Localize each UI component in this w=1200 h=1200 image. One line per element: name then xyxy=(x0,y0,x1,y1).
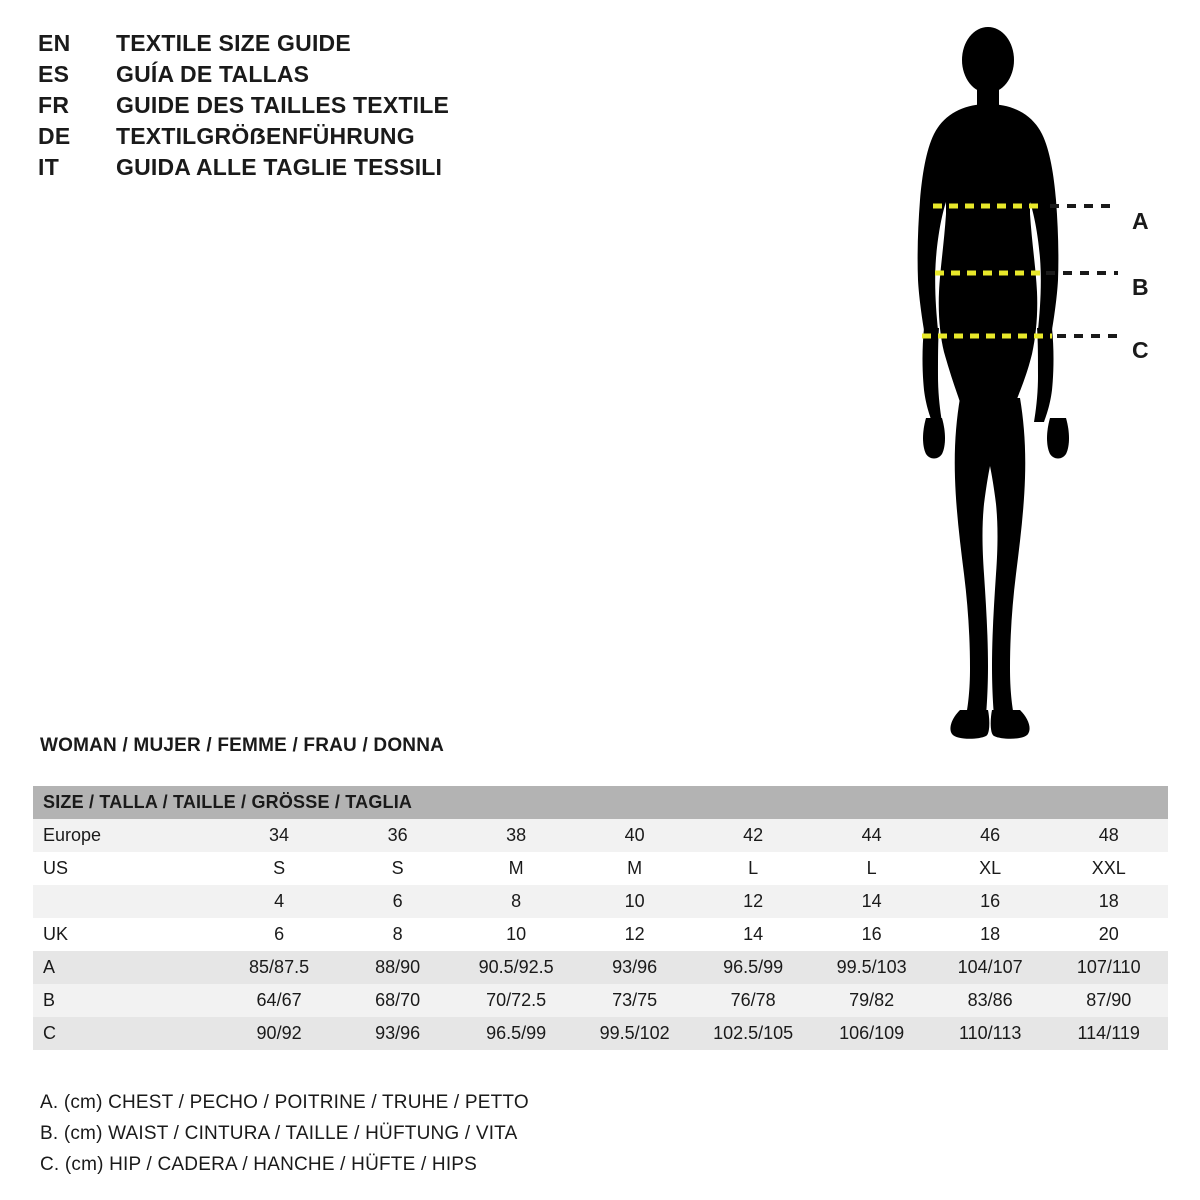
cell: 18 xyxy=(1098,891,1119,911)
cell: 8 xyxy=(392,924,403,944)
cell: L xyxy=(866,858,877,878)
cell: XXL xyxy=(1091,858,1126,878)
cell: 99.5/102 xyxy=(599,1023,670,1043)
language-code-es: ES xyxy=(38,61,70,87)
measure-label-b: B xyxy=(1132,274,1149,300)
table-header-row xyxy=(33,786,1168,819)
legend-row-a: A. (cm) CHEST / PECHO / POITRINE / TRUHE / PETTO xyxy=(40,1092,529,1113)
cell: 96.5/99 xyxy=(723,957,784,977)
row-label-uk: UK xyxy=(43,924,69,944)
language-title-fr: GUIDE DES TAILLES TEXTILE xyxy=(116,92,449,118)
cell: 14 xyxy=(743,924,764,944)
cell: 44 xyxy=(861,825,882,845)
row-label-a: A xyxy=(43,957,56,977)
language-title-es: GUÍA DE TALLAS xyxy=(116,61,310,87)
cell: 68/70 xyxy=(375,990,421,1010)
cell: 104/107 xyxy=(957,957,1023,977)
cell: 46 xyxy=(980,825,1001,845)
cell: 12 xyxy=(624,924,645,944)
cell: 76/78 xyxy=(730,990,776,1010)
table-row xyxy=(33,918,1168,951)
table-header-label: SIZE / TALLA / TAILLE / GRÖSSE / TAGLIA xyxy=(43,792,413,812)
cell: 79/82 xyxy=(849,990,895,1010)
woman-silhouette-figure xyxy=(860,18,1180,748)
cell: 114/119 xyxy=(1077,1023,1140,1043)
cell: 106/109 xyxy=(839,1023,905,1043)
cell: 87/90 xyxy=(1086,990,1132,1010)
language-row xyxy=(38,154,678,185)
cell: 102.5/105 xyxy=(713,1023,794,1043)
cell: M xyxy=(627,858,643,878)
language-row xyxy=(38,30,678,61)
language-row xyxy=(38,123,678,154)
language-row xyxy=(38,61,678,92)
table-row xyxy=(33,984,1168,1017)
cell: M xyxy=(508,858,524,878)
language-row xyxy=(38,92,678,123)
cell: 12 xyxy=(743,891,764,911)
silhouette-svg xyxy=(860,18,1180,748)
measure-label-a: A xyxy=(1132,208,1149,234)
language-title-block xyxy=(38,30,678,185)
cell: 14 xyxy=(861,891,882,911)
cell: 90.5/92.5 xyxy=(478,957,554,977)
cell: 6 xyxy=(274,924,285,944)
cell: 110/113 xyxy=(958,1023,1022,1043)
table-row xyxy=(33,819,1168,852)
cell: 99.5/103 xyxy=(836,957,907,977)
cell: 88/90 xyxy=(375,957,421,977)
language-title-en: TEXTILE SIZE GUIDE xyxy=(116,30,351,56)
cell: 4 xyxy=(274,891,285,911)
cell: 96.5/99 xyxy=(486,1023,547,1043)
table-row xyxy=(33,852,1168,885)
cell: XL xyxy=(979,858,1002,878)
row-label-europe: Europe xyxy=(43,825,102,845)
cell: 6 xyxy=(392,891,403,911)
cell: 70/72.5 xyxy=(486,990,547,1010)
row-label-b: B xyxy=(43,990,56,1010)
cell: S xyxy=(273,858,286,878)
language-title-de: TEXTILGRÖẞENFÜHRUNG xyxy=(116,123,415,149)
language-code-it: IT xyxy=(38,154,60,180)
row-label-us: US xyxy=(43,858,69,878)
section-title-woman: WOMAN / MUJER / FEMME / FRAU / DONNA xyxy=(40,735,445,756)
cell: 93/96 xyxy=(612,957,658,977)
legend-row-c: C. (cm) HIP / CADERA / HANCHE / HÜFTE / HIPS xyxy=(40,1154,478,1175)
row-label-us-numeric xyxy=(33,885,220,918)
cell: 34 xyxy=(269,825,290,845)
language-code-de: DE xyxy=(38,123,71,149)
cell: 36 xyxy=(387,825,408,845)
cell: 10 xyxy=(624,891,645,911)
cell: S xyxy=(391,858,404,878)
table-row xyxy=(33,885,1168,918)
cell: 16 xyxy=(861,924,882,944)
measure-label-c: C xyxy=(1132,337,1149,363)
cell: 16 xyxy=(980,891,1001,911)
cell: 48 xyxy=(1098,825,1119,845)
language-title-it: GUIDA ALLE TAGLIE TESSILI xyxy=(116,154,443,180)
language-code-fr: FR xyxy=(38,92,70,118)
cell: 83/86 xyxy=(967,990,1013,1010)
measurement-legend xyxy=(40,1092,840,1185)
cell: 18 xyxy=(980,924,1001,944)
cell: 8 xyxy=(511,891,522,911)
cell: L xyxy=(748,858,759,878)
legend-row-b: B. (cm) WAIST / CINTURA / TAILLE / HÜFTUNG / VITA xyxy=(40,1123,518,1144)
language-code-en: EN xyxy=(38,30,71,56)
cell: 85/87.5 xyxy=(249,957,310,977)
size-table xyxy=(33,786,1168,1050)
cell: 64/67 xyxy=(256,990,302,1010)
table-row xyxy=(33,951,1168,984)
cell: 107/110 xyxy=(1076,957,1141,977)
cell: 20 xyxy=(1098,924,1119,944)
cell: 90/92 xyxy=(256,1023,302,1043)
cell: 73/75 xyxy=(612,990,658,1010)
table-row xyxy=(33,1017,1168,1050)
cell: 42 xyxy=(743,825,764,845)
cell: 40 xyxy=(624,825,645,845)
cell: 10 xyxy=(506,924,527,944)
cell: 38 xyxy=(506,825,527,845)
cell: 93/96 xyxy=(375,1023,421,1043)
row-label-c: C xyxy=(43,1023,56,1043)
